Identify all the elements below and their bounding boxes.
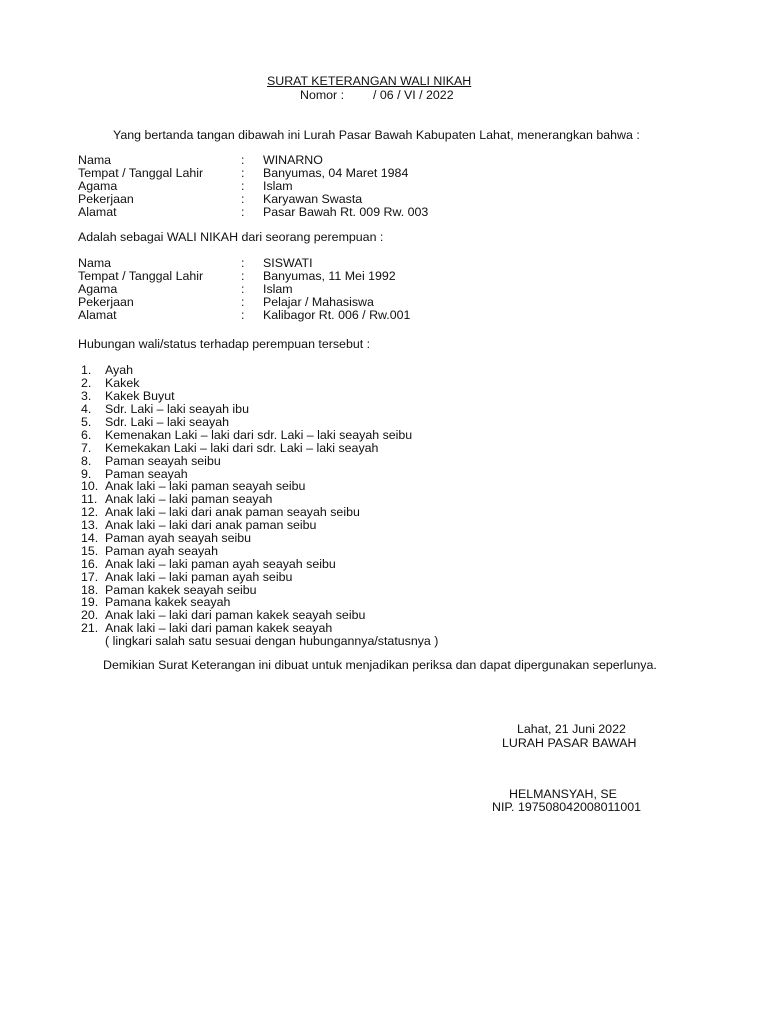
field-label: Nama [78,256,112,270]
field-separator: : [241,153,245,167]
field-label: Tempat / Tanggal Lahir [78,166,204,180]
field-label: Agama [78,282,118,296]
field-separator: : [241,269,245,283]
list-item-number: 21. [81,621,99,635]
list-item-text: Ayah [105,363,134,377]
list-item-number: 11. [81,492,98,506]
list-item-text: Pamana kakek seayah [105,595,231,609]
list-item-text: Anak laki – laki paman seayah [105,492,273,506]
list-item [81,595,230,608]
list-item-number: 8. [81,454,92,468]
list-item-number: 2. [81,376,92,390]
list-item-text: Paman ayah seayah seibu [105,531,252,545]
list-item [81,402,249,415]
list-item-text: Anak laki – laki dari anak paman seibu [105,518,317,532]
list-item-number: 5. [81,415,92,429]
signature-place-date: Lahat, 21 Juni 2022 [517,722,626,736]
field-label: Nama [78,153,112,167]
field-value: Kalibagor Rt. 006 / Rw.001 [263,308,411,322]
list-item-text: Anak laki – laki dari paman kakek seayah seibu [105,608,366,622]
list-item-number: 14. [81,531,99,545]
list-item-text: Anak laki – laki dari paman kakek seayah [105,621,333,635]
list-item-number: 20. [81,608,99,622]
list-item-number: 15. [81,544,99,558]
field-separator: : [241,205,245,219]
list-item [81,570,292,583]
field-value: SISWATI [263,256,313,270]
field-value: Banyumas, 11 Mei 1992 [263,269,396,283]
list-item [81,492,272,505]
field-value: Banyumas, 04 Maret 1984 [263,166,409,180]
signatory-nip: NIP. 197508042008011001 [492,800,642,814]
document-title: SURAT KETERANGAN WALI NIKAH [267,74,472,88]
list-item-text: Paman seayah seibu [105,454,221,468]
field-value: Islam [263,179,293,193]
list-item [81,518,316,531]
field-separator: : [241,166,245,180]
list-item-text: Kakek [105,376,140,390]
field-label: Alamat [78,205,117,219]
field-separator: : [241,192,245,206]
list-item [81,557,336,570]
list-item [81,376,139,389]
list-item [81,415,229,428]
field-separator: : [241,179,245,193]
list-item [81,608,365,621]
list-item-text: Sdr. Laki – laki seayah [105,415,229,429]
list-item-number: 3. [81,389,92,403]
list-item-number: 6. [81,428,92,442]
closing-paragraph: Demikian Surat Keterangan ini dibuat untuk menjadikan periksa dan dapat dipergunakan seperlunya. [103,658,657,672]
list-item-text: Paman kakek seayah seibu [105,583,257,597]
list-item-number: 4. [81,402,92,416]
field-value: Islam [263,282,293,296]
list-item [81,428,412,441]
field-label: Pekerjaan [78,192,134,206]
guardian-role-text: Adalah sebagai WALI NIKAH dari seorang perempuan : [78,230,384,244]
list-item-number: 12. [81,505,99,519]
list-item-number: 1. [81,363,92,377]
list-item-number: 13. [81,518,99,532]
list-item-text: Anak laki – laki paman ayah seayah seibu [105,557,336,571]
list-item-text: Kemenakan Laki – laki dari sdr. Laki – laki seayah seibu [105,428,413,442]
document-number-label: Nomor : [300,88,345,102]
relationship-note: ( lingkari salah satu sesuai dengan hubungannya/statusnya ) [105,634,439,648]
signature-position: LURAH PASAR BAWAH [502,736,637,750]
field-value: Pasar Bawah Rt. 009 Rw. 003 [263,205,429,219]
field-value: Pelajar / Mahasiswa [263,295,374,309]
list-item [81,505,360,518]
field-separator: : [241,308,245,322]
signatory-name: HELMANSYAH, SE [509,787,617,801]
field-value: Karyawan Swasta [263,192,363,206]
list-item [81,454,221,467]
field-label: Agama [78,179,118,193]
list-item-text: Anak laki – laki paman ayah seibu [105,570,293,584]
list-item-text: Kemekakan Laki – laki dari sdr. Laki – laki seayah [105,441,379,455]
list-item [81,544,218,557]
list-item-text: Anak laki – laki dari anak paman seayah seibu [105,505,360,519]
list-item-text: Paman ayah seayah [105,544,218,558]
list-item-number: 7. [81,441,92,455]
list-item [81,441,378,454]
list-item-number: 17. [81,570,99,584]
list-item-number: 16. [81,557,99,571]
list-item-number: 18. [81,583,99,597]
list-item [81,479,305,492]
document-number-value: / 06 / VI / 2022 [373,88,454,102]
list-item-number: 19. [81,595,99,609]
list-item [81,363,133,376]
field-label: Alamat [78,308,117,322]
field-separator: : [241,282,245,296]
field-separator: : [241,256,245,270]
list-item-number: 9. [81,467,92,481]
list-item [81,531,251,544]
list-item [81,389,175,402]
relationship-heading: Hubungan wali/status terhadap perempuan tersebut : [78,337,371,351]
list-item-text: Anak laki – laki paman seayah seibu [105,479,306,493]
list-item-text: Paman seayah [105,467,188,481]
list-item [81,621,332,634]
field-value: WINARNO [263,153,323,167]
list-item-text: Kakek Buyut [105,389,175,403]
list-item-number: 10. [81,479,99,493]
field-label: Pekerjaan [78,295,134,309]
list-item-text: Sdr. Laki – laki seayah ibu [105,402,249,416]
field-label: Tempat / Tanggal Lahir [78,269,204,283]
field-separator: : [241,295,245,309]
intro-paragraph: Yang bertanda tangan dibawah ini Lurah Pasar Bawah Kabupaten Lahat, menerangkan bahwa : [113,128,640,142]
